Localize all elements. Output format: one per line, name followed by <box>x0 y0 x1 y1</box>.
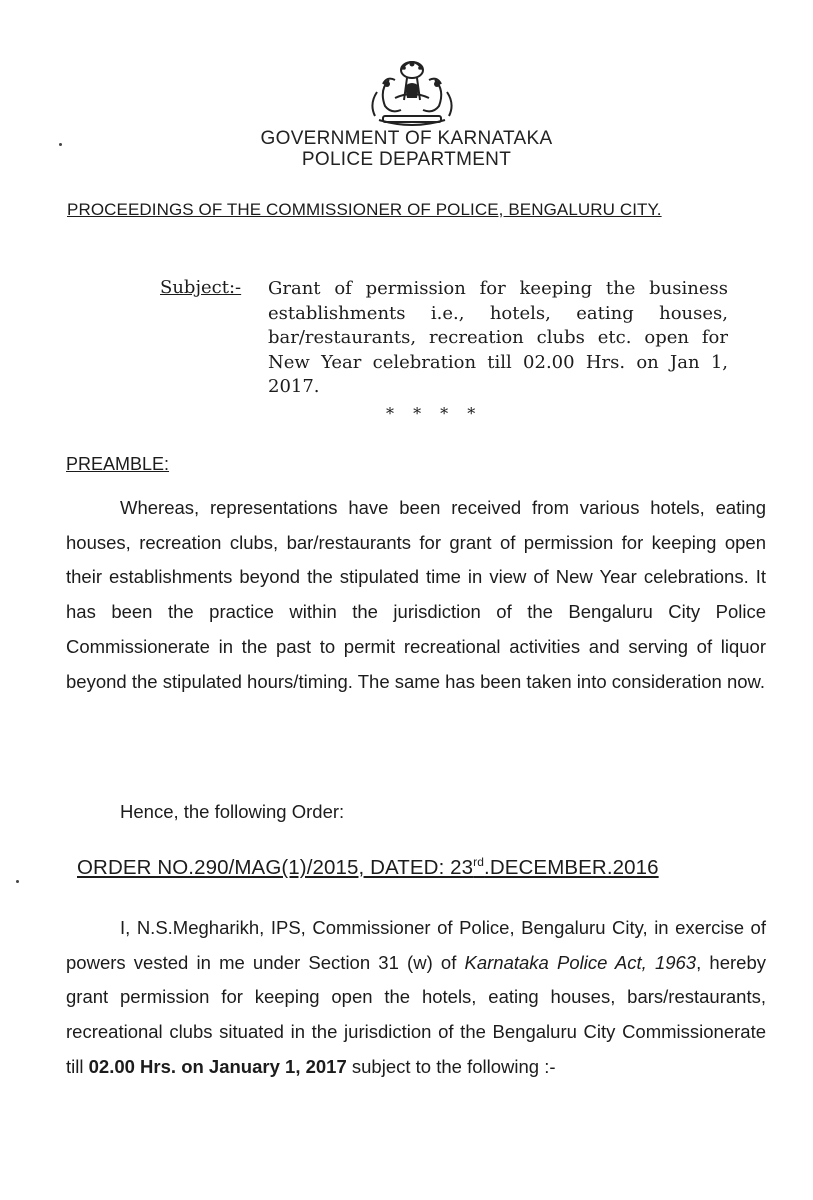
scan-speck <box>16 880 19 883</box>
order-title-sup: rd <box>473 855 485 869</box>
separator-stars: * * * * <box>386 404 483 423</box>
order-paragraph <box>66 911 766 1085</box>
order-bold-time: 02.00 Hrs. on January 1, 2017 <box>88 1055 347 1077</box>
act-name: Karnataka Police Act, 1963 <box>464 951 697 973</box>
order-title <box>77 855 659 880</box>
preamble-paragraph <box>66 491 766 699</box>
state-emblem-icon <box>357 50 467 126</box>
header-department: POLICE DEPARTMENT <box>301 149 512 170</box>
order-text-part1: I, N.S.Megharikh, IPS, Commissioner of Police, Bengaluru City, in exercise of powers vested in me under Section 31 (w) of <box>66 917 766 973</box>
order-text-part3: subject to the following :- <box>346 1055 556 1077</box>
subject-text: Grant of permission for keeping the business establishments i.e., hotels, eating houses, bar/restaurants, recreation clubs etc. open for New Year celebration till 02.00 Hrs. on Jan 1, 2017. <box>268 278 728 397</box>
proceedings-title: PROCEEDINGS OF THE COMMISSIONER OF POLICE, BENGALURU CITY. <box>67 200 662 219</box>
hence-line: Hence, the following Order: <box>120 801 345 822</box>
order-title-prefix: ORDER NO.290/MAG(1)/2015, DATED: 23 <box>77 855 474 879</box>
preamble-text: Whereas, representations have been received from various hotels, eating houses, recreation clubs, bar/restaurants for grant of permission for keeping open their establishments beyond the stipulated time in view of New Year celebrations. It has been the practice within the jurisdiction of the Bengaluru City Police Commissionerate in the past to permit recreational activities and serving of liquor beyond the stipulated hours/timing. The same has been taken into consideration now. <box>66 497 766 692</box>
order-title-suffix: .DECEMBER.2016 <box>484 855 659 879</box>
subject-label: Subject:- <box>160 277 242 298</box>
header-government: GOVERNMENT OF KARNATAKA <box>260 128 553 149</box>
order-text-part2: , hereby grant permission for keeping open the hotels, eating houses, bars/restaurants, recreational clubs situated in the jurisdiction of the Bengaluru City Commissionerate till <box>66 951 766 1077</box>
preamble-label: PREAMBLE: <box>66 454 170 474</box>
